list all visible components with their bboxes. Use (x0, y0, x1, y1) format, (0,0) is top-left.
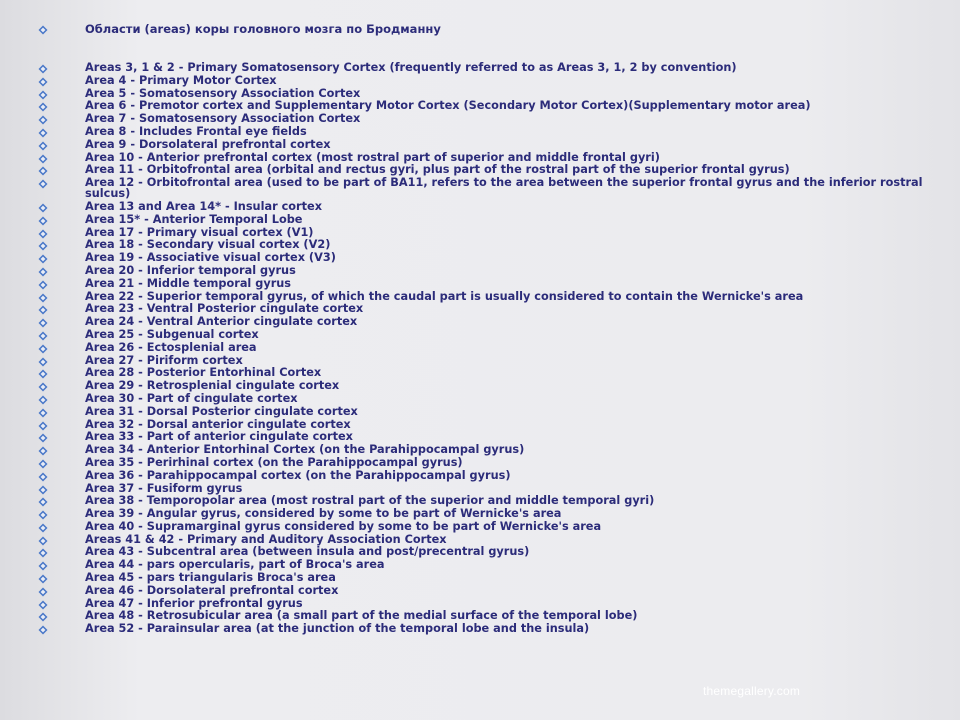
diamond-bullet-icon (38, 357, 48, 367)
diamond-bullet-icon (38, 154, 48, 164)
slide-title: Области (areas) коры головного мозга по Бродманну (85, 22, 441, 36)
list-item-text: Area 9 - Dorsolateral prefrontal cortex (85, 137, 331, 151)
diamond-bullet-icon (38, 369, 48, 379)
list-item (38, 75, 938, 86)
list-item-text: Area 48 - Retrosubicular area (a small part of the medial surface of the temporal lobe) (85, 609, 638, 623)
list-item-text: Area 15* - Anterior Temporal Lobe (85, 212, 303, 226)
list-item (38, 559, 938, 570)
list-item-text: Area 5 - Somatosensory Association Cortex (85, 86, 361, 100)
list-item (38, 470, 938, 481)
list-item-text: Area 47 - Inferior prefrontal gyrus (85, 596, 303, 610)
list-item (38, 380, 938, 391)
list-item (38, 546, 938, 557)
diamond-bullet-icon (38, 229, 48, 239)
list-item-text: Area 34 - Anterior Entorhinal Cortex (on the Parahippocampal gyrus) (85, 443, 525, 457)
list-item-text: Area 4 - Primary Motor Cortex (85, 73, 277, 87)
list-item (38, 342, 938, 353)
diamond-bullet-icon (38, 318, 48, 328)
list-item-text: Area 44 - pars opercularis, part of Broca's area (85, 558, 385, 572)
list-item (38, 444, 938, 455)
list-item (38, 316, 938, 327)
list-item-text: Area 18 - Secondary visual cortex (V2) (85, 238, 331, 252)
diamond-bullet-icon (38, 77, 48, 87)
list-item (38, 367, 938, 378)
list-item (38, 303, 938, 314)
list-item-text: Area 36 - Parahippocampal cortex (on the Parahippocampal gyrus) (85, 468, 511, 482)
diamond-bullet-icon (38, 280, 48, 290)
list-item-text: Area 8 - Includes Frontal eye fields (85, 124, 307, 138)
diamond-bullet-icon (38, 102, 48, 112)
list-item-text: Area 13 and Area 14* - Insular cortex (85, 199, 322, 213)
list-item-text: Area 20 - Inferior temporal gyrus (85, 263, 296, 277)
list-item-text: Area 46 - Dorsolateral prefrontal cortex (85, 583, 339, 597)
bullet-list (38, 62, 938, 636)
list-item-text: Area 29 - Retrosplenial cingulate cortex (85, 379, 340, 393)
list-item (38, 572, 938, 583)
list-item (38, 126, 938, 137)
list-item (38, 585, 938, 596)
list-item (38, 139, 938, 150)
list-item (38, 164, 938, 175)
diamond-bullet-icon (38, 587, 48, 597)
list-item (38, 291, 938, 302)
list-item-text: Area 39 - Angular gyrus, considered by some to be part of Wernicke's area (85, 507, 562, 521)
list-item-text: Area 31 - Dorsal Posterior cingulate cortex (85, 404, 358, 418)
list-item (38, 278, 938, 289)
list-item (38, 227, 938, 238)
diamond-bullet-icon (38, 459, 48, 469)
list-item (38, 201, 938, 212)
diamond-bullet-icon (38, 267, 48, 277)
diamond-bullet-icon (38, 166, 48, 176)
diamond-bullet-icon (38, 90, 48, 100)
list-item (38, 419, 938, 430)
list-item (38, 355, 938, 366)
list-item-text: Area 19 - Associative visual cortex (V3) (85, 251, 336, 265)
list-item (38, 100, 938, 111)
list-item-text: Area 52 - Parainsular area (at the junction of the temporal lobe and the insula) (85, 622, 590, 636)
diamond-bullet-icon (38, 433, 48, 443)
list-item-text: Area 21 - Middle temporal gyrus (85, 276, 292, 290)
diamond-bullet-icon (38, 421, 48, 431)
list-item-text: Area 25 - Subgenual cortex (85, 327, 259, 341)
list-item-text: Area 22 - Superior temporal gyrus, of which the caudal part is usually considered to contain the Wernicke's area (85, 289, 804, 303)
diamond-bullet-icon (38, 472, 48, 482)
diamond-bullet-icon (38, 254, 48, 264)
list-item-text: Area 27 - Piriform cortex (85, 353, 243, 367)
list-item-text: Area 10 - Anterior prefrontal cortex (most rostral part of superior and middle frontal gyri) (85, 150, 660, 164)
diamond-bullet-icon (38, 64, 48, 74)
list-item (38, 406, 938, 417)
title-row (38, 22, 938, 38)
list-item (38, 457, 938, 468)
diamond-bullet-icon (38, 128, 48, 138)
list-item (38, 495, 938, 506)
list-item (38, 431, 938, 442)
diamond-bullet-icon (38, 203, 48, 213)
list-item (38, 534, 938, 545)
list-item (38, 329, 938, 340)
list-item (38, 62, 938, 73)
list-item (38, 610, 938, 621)
diamond-bullet-icon (38, 179, 48, 189)
list-item (38, 214, 938, 225)
list-item (38, 623, 938, 634)
list-item-text: Areas 3, 1 & 2 - Primary Somatosensory Cortex (frequently referred to as Areas 3, 1, 2 by convention) (85, 61, 737, 74)
watermark: themegallery.com (703, 684, 801, 698)
diamond-bullet-icon (38, 625, 48, 635)
list-item-text: Area 24 - Ventral Anterior cingulate cortex (85, 315, 358, 329)
diamond-bullet-icon (38, 331, 48, 341)
list-item-text: Area 33 - Part of anterior cingulate cortex (85, 430, 353, 444)
list-item-text: Area 45 - pars triangularis Broca's area (85, 571, 336, 585)
list-item-text: Area 30 - Part of cingulate cortex (85, 391, 298, 405)
diamond-bullet-icon (38, 216, 48, 226)
list-item (38, 88, 938, 99)
list-item (38, 177, 938, 199)
diamond-bullet-icon (38, 344, 48, 354)
list-item (38, 152, 938, 163)
diamond-bullet-icon (38, 600, 48, 610)
list-item (38, 598, 938, 609)
diamond-bullet-icon (38, 561, 48, 571)
diamond-bullet-icon (38, 141, 48, 151)
diamond-bullet-icon (38, 408, 48, 418)
diamond-bullet-icon (38, 510, 48, 520)
list-item-text: Area 40 - Supramarginal gyrus considered by some to be part of Wernicke's area (85, 519, 602, 533)
list-item (38, 393, 938, 404)
list-item (38, 113, 938, 124)
diamond-bullet-icon (38, 523, 48, 533)
diamond-bullet-icon (38, 305, 48, 315)
diamond-bullet-icon (38, 536, 48, 546)
diamond-bullet-icon (38, 612, 48, 622)
list-item-text: Area 38 - Temporopolar area (most rostral part of the superior and middle temporal gyri) (85, 494, 655, 508)
diamond-bullet-icon (38, 293, 48, 303)
list-item-text: Area 37 - Fusiform gyrus (85, 481, 243, 495)
diamond-bullet-icon (38, 395, 48, 405)
diamond-bullet-icon (38, 446, 48, 456)
diamond-bullet-icon (38, 485, 48, 495)
list-item-text: Area 32 - Dorsal anterior cingulate cortex (85, 417, 351, 431)
list-item-text: Area 26 - Ectosplenial area (85, 340, 257, 354)
list-item-text: Area 23 - Ventral Posterior cingulate cortex (85, 302, 364, 316)
list-item (38, 521, 938, 532)
diamond-bullet-icon (38, 241, 48, 251)
list-item (38, 239, 938, 250)
list-item-text: Area 11 - Orbitofrontal area (orbital and rectus gyri, plus part of the rostral part of the superior frontal gyrus) (85, 163, 790, 177)
list-item-text: Area 7 - Somatosensory Association Cortex (85, 112, 361, 126)
diamond-bullet-icon (38, 382, 48, 392)
diamond-bullet-icon (38, 497, 48, 507)
list-item-text: Area 43 - Subcentral area (between insula and post/precentral gyrus) (85, 545, 530, 559)
list-item-text: Areas 41 & 42 - Primary and Auditory Association Cortex (85, 532, 447, 546)
list-item (38, 252, 938, 263)
diamond-bullet-icon (38, 574, 48, 584)
list-item-text: Area 6 - Premotor cortex and Supplementary Motor Cortex (Secondary Motor Cortex)(Supplementary motor area) (85, 99, 811, 113)
list-item (38, 483, 938, 494)
diamond-bullet-icon (38, 115, 48, 125)
list-item-text: Area 12 - Orbitofrontal area (used to be part of BA11, refers to the area between the superior frontal gyrus and the inferior rostral sulcus) (85, 176, 923, 201)
diamond-bullet-icon (38, 548, 48, 558)
list-item-text: Area 17 - Primary visual cortex (V1) (85, 225, 314, 239)
list-item (38, 265, 938, 276)
diamond-bullet-icon (38, 25, 48, 35)
list-item-text: Area 35 - Perirhinal cortex (on the Parahippocampal gyrus) (85, 455, 463, 469)
list-item (38, 508, 938, 519)
list-item-text: Area 28 - Posterior Entorhinal Cortex (85, 366, 322, 380)
